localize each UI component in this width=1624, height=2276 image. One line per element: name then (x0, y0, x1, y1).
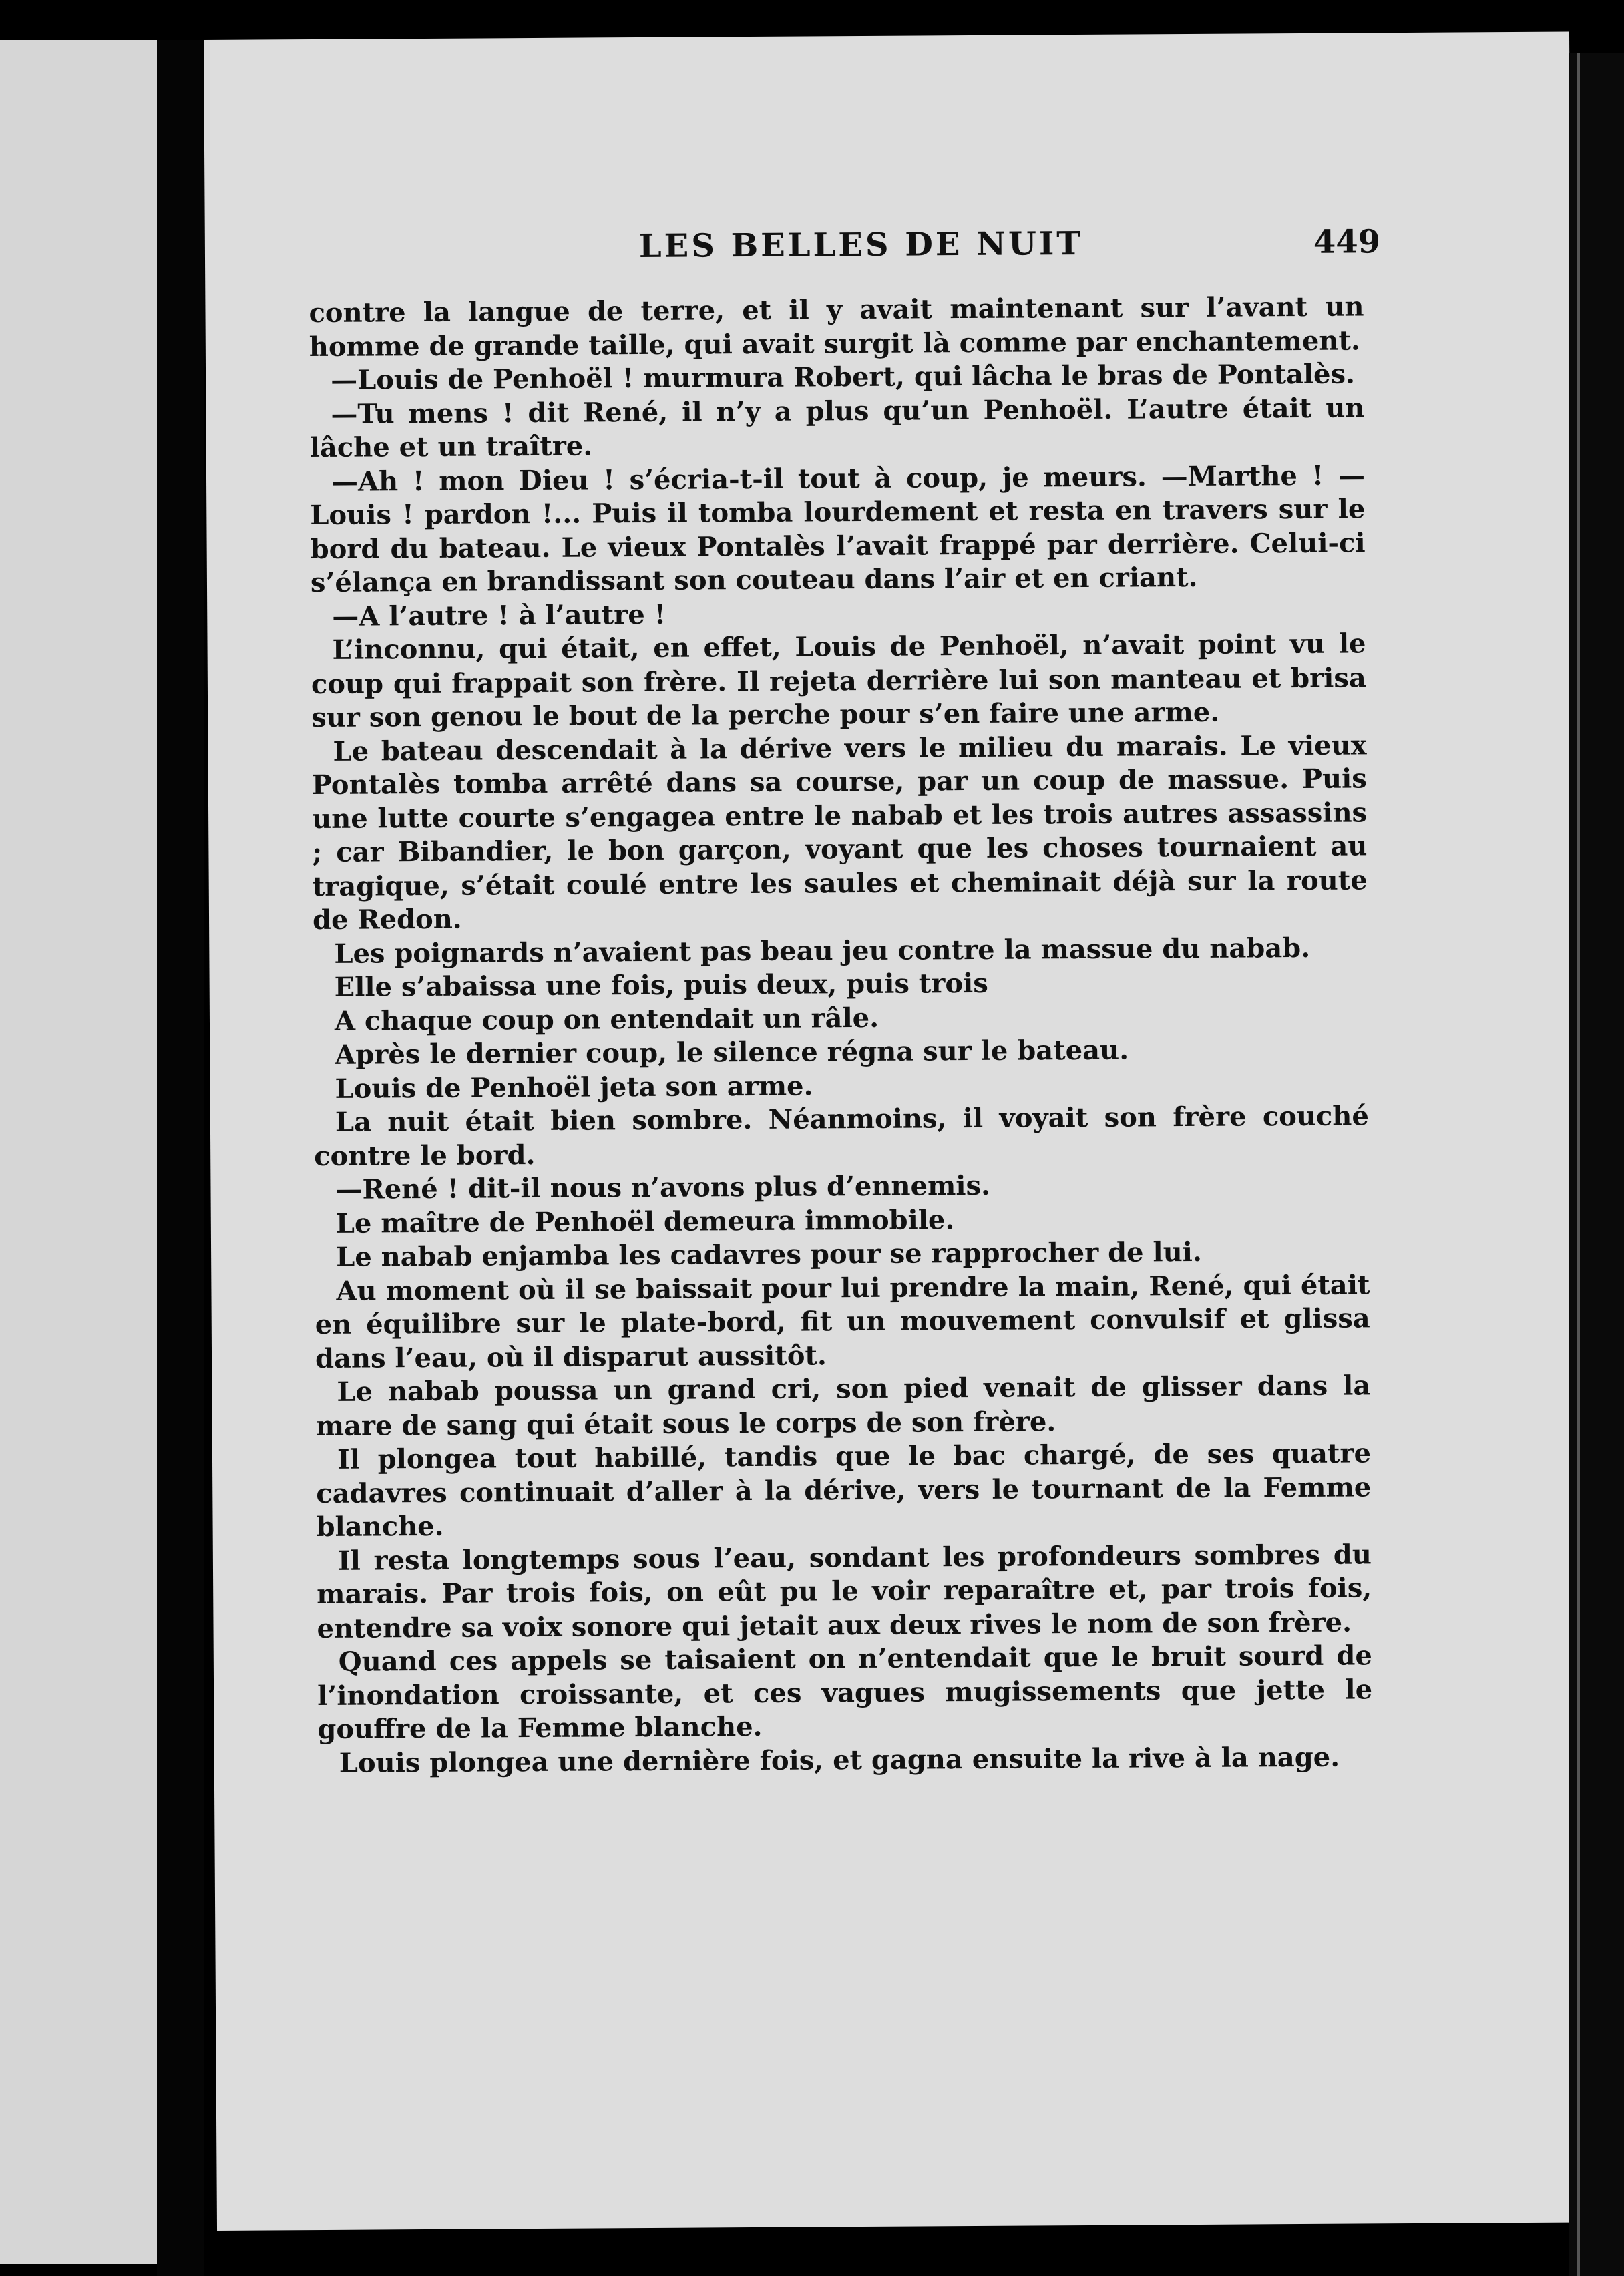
paragraph: Le bateau descendait à la dérive vers le milieu du marais. Le vieux Pontalès tomba arrêté dans sa course, par un coup de massue. Puis une lutte courte s’engagea entre le nabab et les trois autres assassins ; car Bibandier, le bon garçon, voyant que les choses tournaient au tragique, s’était coulé entre les saules et cheminait déjà sur la route de Redon. (311, 729, 1368, 936)
paragraph: Le maître de Penhoël demeura immobile. (335, 1203, 955, 1240)
paragraph: —A l’autre ! à l’autre ! (332, 598, 666, 632)
paragraph: —Tu mens ! dit René, il n’y a plus qu’un Penhoël. L’autre était un lâche et un traître. (309, 391, 1365, 464)
book-page (204, 32, 1583, 2231)
page-right-edge (1569, 53, 1624, 2276)
paragraph: —Ah ! mon Dieu ! s’écria-t-il tout à coup, je meurs. —Marthe ! —Louis ! pardon !... Puis il tomba lourdement et resta en travers sur le bord du bateau. Le vieux Pontalès l’avait frappé par derrière. Celui-ci s’élança en brandissant son couteau dans l’air et en criant. (310, 459, 1366, 599)
paragraph: A chaque coup on entendait un râle. (334, 1002, 879, 1037)
body-text (309, 290, 1373, 1780)
paragraph: Après le dernier coup, le silence régna sur le bateau. (335, 1034, 1129, 1071)
paragraph: Louis de Penhoël jeta son arme. (335, 1069, 813, 1105)
page-number: 449 (1313, 223, 1381, 261)
paragraph: Au moment où il se baissait pour lui prendre la main, René, qui était en équilibre sur le plate-bord, fit un mouvement convulsif et glissa dans l’eau, où il disparut aussitôt. (315, 1268, 1370, 1374)
paragraph: Elle s’abaissa une fois, puis deux, puis trois (334, 967, 988, 1003)
book-gutter (157, 40, 204, 2276)
paragraph: L’inconnu, qui était, en effet, Louis de Penhoël, n’avait point vu le coup qui frappait son frère. Il rejeta derrière lui son manteau et brisa sur son genou le bout de la perche pour s’en faire une arme. (311, 628, 1367, 734)
paragraph: La nuit était bien sombre. Néanmoins, il voyait son frère couché contre le bord. (314, 1100, 1370, 1172)
paragraph: —René ! dit-il nous n’avons plus d’ennemis. (335, 1169, 991, 1205)
paragraph: Le nabab poussa un grand cri, son pied venait de glisser dans la mare de sang qui était sous le corps de son frère. (315, 1370, 1371, 1442)
paragraph: Il resta longtemps sous l’eau, sondant les profondeurs sombres du marais. Par trois fois, on eût pu le voir reparaître et, par trois fois, entendre sa voix sonore qui jetait aux deux rives le nom de son frère. (317, 1538, 1372, 1644)
paragraph: Le nabab enjamba les cadavres pour se rapprocher de lui. (335, 1236, 1203, 1273)
running-title: LES BELLES DE NUIT (638, 224, 1084, 266)
paragraph: contre la langue de terre, et il y avait maintenant sur l’avant un homme de grande taille, qui avait surgit là comme par enchantement. (309, 291, 1364, 363)
paragraph: Il plongea tout habillé, tandis que le bac chargé, de ses quatre cadavres continuait d’aller à la dérive, vers le tournant de la Femme blanche. (316, 1437, 1372, 1543)
page-header (205, 222, 1571, 277)
paragraph: —Louis de Penhoël ! murmura Robert, qui lâcha le bras de Pontalès. (330, 358, 1356, 396)
paragraph: Quand ces appels se taisaient on n’entendait que le bruit sourd de l’inondation croissante, et ces vagues mugissements que jette le gouffre de la Femme blanche. (317, 1640, 1373, 1746)
paragraph: Louis plongea une dernière fois, et gagna ensuite la rive à la nage. (339, 1741, 1340, 1779)
paragraph: Les poignards n’avaient pas beau jeu contre la massue du nabab. (334, 932, 1311, 970)
facing-page-edge (0, 40, 157, 2264)
page-edge-line (1577, 53, 1580, 2276)
